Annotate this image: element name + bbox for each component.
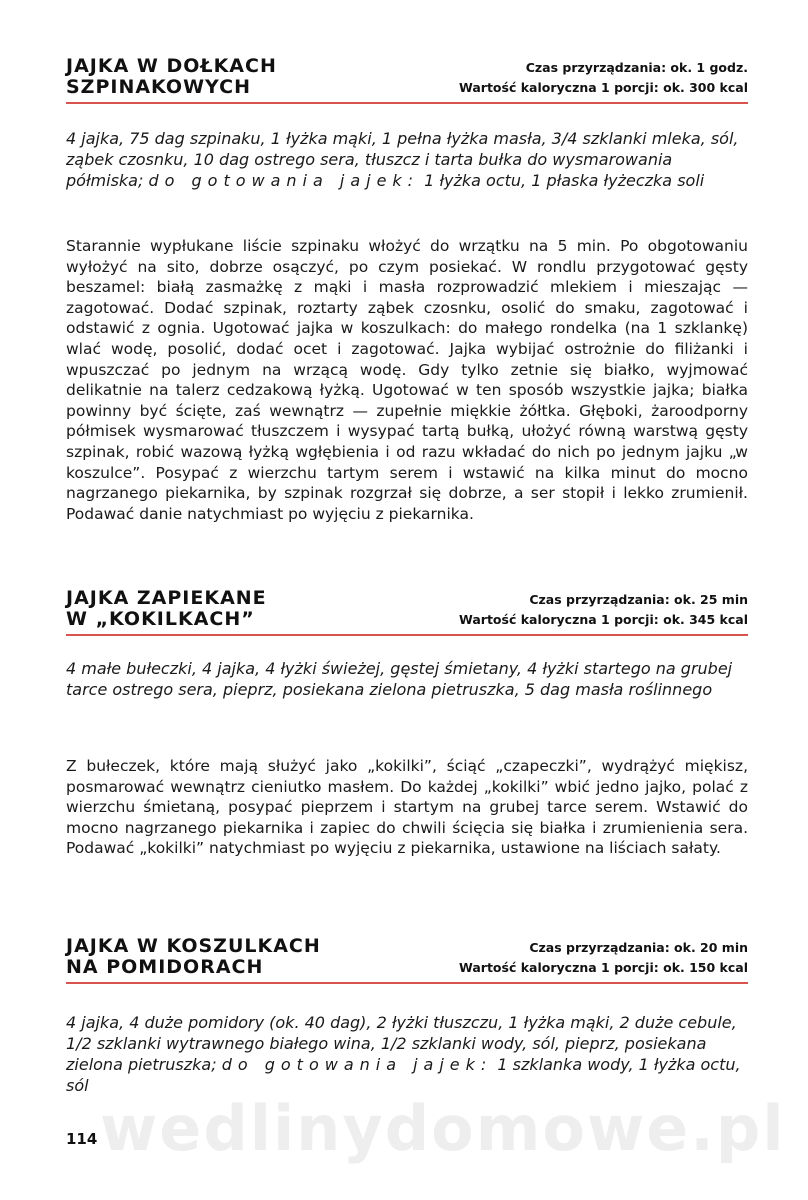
recipe-3-title	[66, 936, 321, 978]
recipe-2-calories: Wartość kaloryczna 1 porcji: ok. 345 kcal	[459, 612, 748, 627]
recipe-2-meta	[459, 590, 748, 630]
recipe-1-prep-time: Czas przyrządzania: ok. 1 godz.	[525, 60, 748, 75]
watermark: wedlinydomowe.pl	[100, 1092, 786, 1165]
recipe-1-method: Starannie wypłukane liście szpinaku włożyć do wrzątku na 5 min. Po obgotowaniu wyłożyć na sito, dobrze osączyć, po czym posiekać. W rondlu przygotować gęsty beszamel: białą zasmażkę z mąki i masła rozprowadzić mlekiem i mieszając — zagotować. Dodać szpinak, roztarty ząbek czosnku, osolić do smaku, zagotować i odstawić z ognia. Ugotować jajka w koszulkach: do małego rondelka (na 1 szklankę) wlać wodę, posolić, dodać ocet i zagotować. Jajka wybijać ostrożnie do filiżanki i wpuszczać po jednym na wrzącą wodę. Gdy tylko zetnie się białko, wyjmować delikatnie na talerz cedzakową łyżką. Ugotować w ten sposób wszystkie jajka; białka powinny być ścięte, zaś wewnątrz — zupełnie miękkie żółtka. Głęboki, żaroodporny półmisek wysmarować tłuszczem i wysypać tartą bułką, ułożyć równą warstwą gęsty szpinak, robić wazową łyżką wgłębienia i od razu wkładać do nich po jednym jajku „w koszulce”. Posypać z wierzchu tartym serem i wstawić na kilka minut do mocno nagrzanego piekarnika, by szpinak rozgrzał się dobrze, a ser stopił i lekko zrumienił. Podawać danie natychmiast po wyjęciu z piekarnika.	[66, 237, 748, 523]
recipe-1-title	[66, 56, 277, 98]
recipe-3-prep-time: Czas przyrządzania: ok. 20 min	[529, 940, 748, 955]
recipe-3-header	[66, 936, 748, 984]
recipe-3-ingredients-label: do gotowania jajek:	[221, 1055, 493, 1074]
recipe-1-title-line-2: SZPINAKOWYCH	[66, 76, 251, 98]
recipe-3-meta	[459, 938, 748, 978]
recipe-3-title-line-1: JAJKA W KOSZULKACH	[66, 935, 321, 957]
recipe-2-ingredients: 4 małe bułeczki, 4 jajka, 4 łyżki świeżej, gęstej śmietany, 4 łyżki startego na grubej tarce ostrego sera, pieprz, posiekana zielona pietruszka, 5 dag masła roślinnego	[66, 659, 733, 699]
recipe-3-title-line-2: NA POMIDORACH	[66, 956, 264, 978]
recipe-2-method: Z bułeczek, które mają służyć jako „kokilki”, ściąć „czapeczki”, wydrążyć miękisz, posmarować wewnątrz cieniutko masłem. Do każdej „kokilki” wbić jedno jajko, polać z wierzchu śmietaną, posypać pieprzem i startym na grubej tarce serem. Wstawić do mocno nagrzanego piekarnika i zapiec do chwili ścięcia się białka i zrumienienia sera. Podawać „kokilki” natychmiast po wyjęciu z piekarnika, ustawione na liściach sałaty.	[66, 757, 748, 858]
recipe-1-calories: Wartość kaloryczna 1 porcji: ok. 300 kcal	[459, 80, 748, 95]
recipe-2-header	[66, 588, 748, 636]
recipe-1-divider	[66, 102, 748, 104]
recipe-3-ingredients-extra: 1 szklanka wody, 1 łyżka octu, sól	[66, 1055, 741, 1095]
recipe-1-ingredients-label: do gotowania jajek:	[148, 171, 420, 190]
recipe-2-divider	[66, 634, 748, 636]
recipe-2-title-line-2: W „KOKILKACH”	[66, 608, 255, 630]
recipe-2-title-line-1: JAJKA ZAPIEKANE	[66, 587, 267, 609]
page-number: 114	[66, 1130, 98, 1148]
recipe-1-title-line-1: JAJKA W DOŁKACH	[66, 55, 277, 77]
recipe-1-header	[66, 56, 748, 104]
recipe-2-prep-time: Czas przyrządzania: ok. 25 min	[529, 592, 748, 607]
recipe-3-ingredients	[66, 1012, 748, 1096]
recipe-1-ingredients-extra: 1 łyżka octu, 1 płaska łyżeczka soli	[424, 171, 705, 190]
recipe-1-meta	[459, 58, 748, 98]
recipe-1-ingredients	[66, 128, 748, 191]
recipe-1-ingredients-main: 4 jajka, 75 dag szpinaku, 1 łyżka mąki, 1 pełna łyżka masła, 3/4 szklanki mleka, sól, ząbek czosnku, 10 dag ostrego sera, tłuszcz i tarta bułka do wysmarowania półmiska;	[66, 129, 739, 190]
recipe-2-title	[66, 588, 267, 630]
recipe-3-calories: Wartość kaloryczna 1 porcji: ok. 150 kcal	[459, 960, 748, 975]
recipe-3-ingredients-main: 4 jajka, 4 duże pomidory (ok. 40 dag), 2 łyżki tłuszczu, 1 łyżka mąki, 2 duże cebule, 1/2 szklanki wytrawnego białego wina, 1/2 szklanki wody, sól, pieprz, posiekana zielona pietruszka;	[66, 1013, 737, 1074]
recipe-3-divider	[66, 982, 748, 984]
